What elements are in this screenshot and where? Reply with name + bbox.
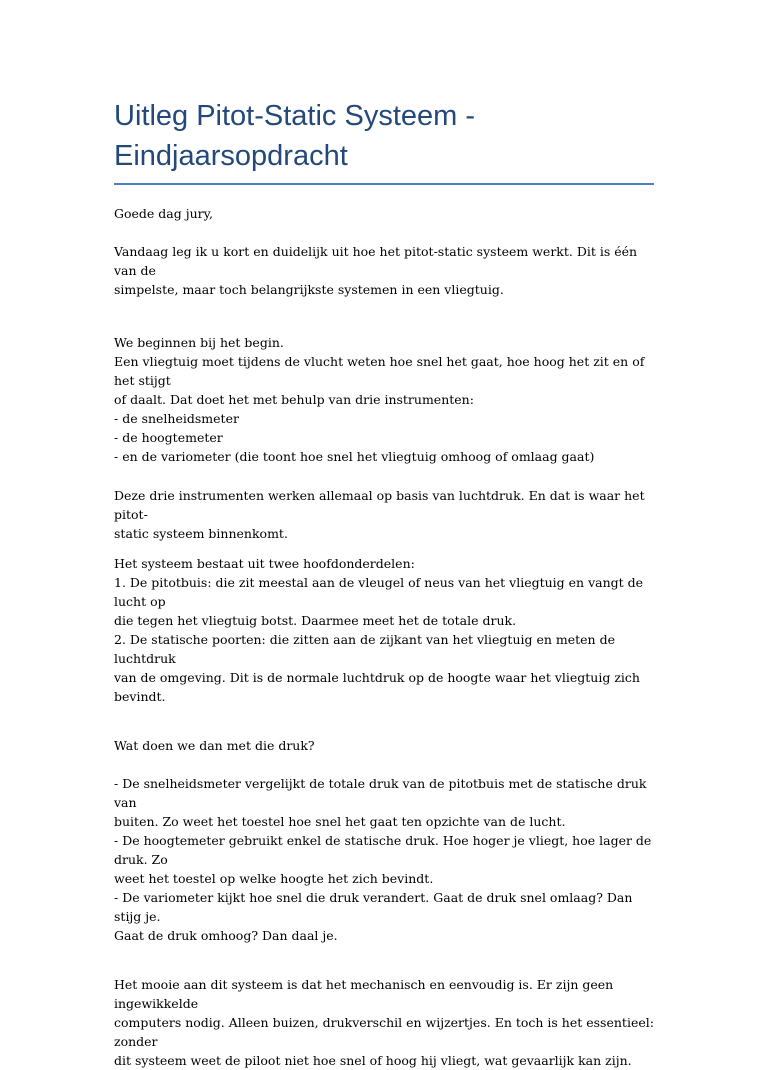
components-paragraph: Het systeem bestaat uit twee hoofdonderdelen: 1. De pitotbuis: die zit meestal aan de vleugel of neus van het vliegtuig en vangt de lucht op die tegen het vliegtuig botst. Daarmee meet het de totale druk. 2. De statische poorten: die zitten aan de zijkant van het vliegtuig en meten de luchtdruk van de omgeving. Dit is de normale luchtdruk op de hoogte waar het vliegtuig zich bevindt.	[114, 556, 644, 704]
title-underline	[114, 183, 654, 185]
conclusion-paragraph: Het mooie aan dit systeem is dat het mechanisch en eenvoudig is. Er zijn geen ingewikkelde computers nodig. Alleen buizen, drukverschil en wijzertjes. En toch is het essentieel: zonder dit systeem weet de piloot niet hoe snel of hoog hij vliegt, wat gevaarlijk kan zijn.	[114, 977, 654, 1068]
question-paragraph: Wat doen we dan met die druk?	[114, 738, 315, 753]
document-body	[114, 204, 659, 1070]
instruments-paragraph: We beginnen bij het begin. Een vliegtuig moet tijdens de vlucht weten hoe snel het gaat, hoe hoog het zit en of het stijgt of daalt. Dat doet het met behulp van drie instrumenten: - de snelheidsmeter - de hoogtemeter - en de variometer (die toont hoe snel het vliegtuig omhoog of omlaag gaat)	[114, 335, 645, 464]
intro-paragraph: Vandaag leg ik u kort en duidelijk uit hoe het pitot-static systeem werkt. Dit is één van de simpelste, maar toch belangrijkste systemen in een vliegtuig.	[114, 244, 638, 297]
document-page	[114, 96, 659, 1070]
greeting-paragraph: Goede dag jury,	[114, 206, 213, 221]
air-pressure-paragraph: Deze drie instrumenten werken allemaal op basis van luchtdruk. En dat is waar het pitot- static systeem binnenkomt.	[114, 488, 645, 541]
document-title: Uitleg Pitot-Static Systeem - Eindjaarsopdracht	[114, 100, 475, 172]
explanation-paragraph: - De snelheidsmeter vergelijkt de totale druk van de pitotbuis met de statische druk van buiten. Zo weet het toestel hoe snel het gaat ten opzichte van de lucht. - De hoogtemeter gebruikt enkel de statische druk. Hoe hoger je vliegt, hoe lager de druk. Zo weet het toestel op welke hoogte het zich bevindt. - De variometer kijkt hoe snel die druk verandert. Gaat de druk snel omlaag? Dan stijg je. Gaat de druk omhoog? Dan daal je.	[114, 776, 652, 943]
